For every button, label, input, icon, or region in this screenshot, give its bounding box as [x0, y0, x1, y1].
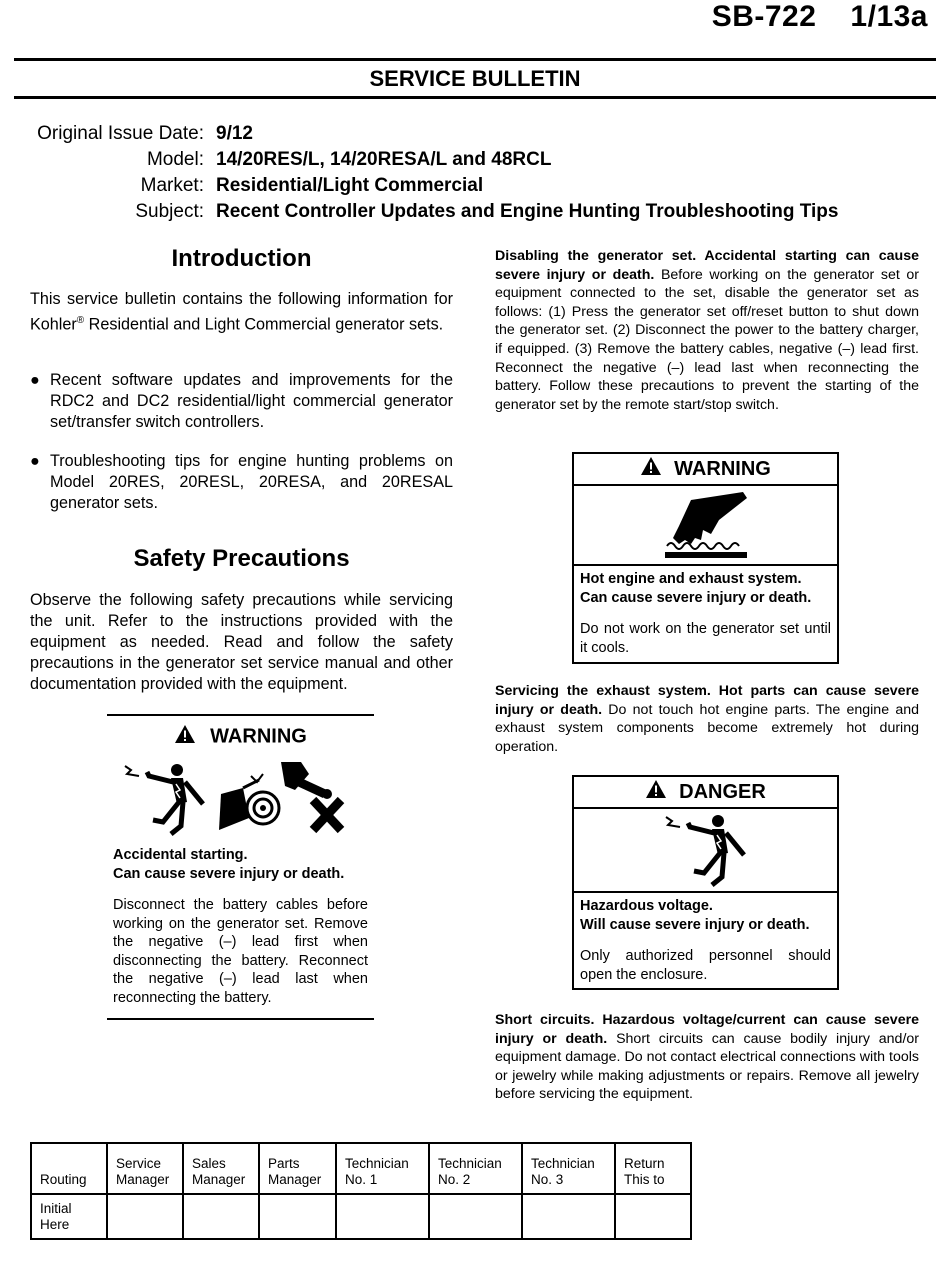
- initial-box[interactable]: [429, 1194, 522, 1239]
- routing-header-cell: [259, 1143, 336, 1194]
- warning-label: WARNING: [674, 458, 771, 480]
- routing-header-cell: [429, 1143, 522, 1194]
- hazard-pictogram: [574, 486, 837, 566]
- routing-header-text: Parts: [268, 1156, 300, 1171]
- table-row: [31, 1143, 691, 1194]
- bullet-text: Troubleshooting tips for engine hunting problems on Model 20RES, 20RESL, 20RESA, and 20RESAL generator sets.: [50, 452, 453, 512]
- initial-box[interactable]: [259, 1194, 336, 1239]
- hazard-line: Hazardous voltage.: [580, 898, 713, 914]
- warning-triangle-icon: [640, 455, 662, 485]
- meta-row-subject: [0, 199, 940, 225]
- hot-surface-icon: [661, 490, 751, 560]
- routing-header-cell: [522, 1143, 615, 1194]
- routing-header-text: No. 2: [438, 1172, 471, 1187]
- warning-instruction: Disconnect the battery cables before working on the generator set. Remove the negative (–) lead first when disconnecting the battery. Reconnect the negative (–) lead last when reconnecting the battery.: [113, 897, 368, 1006]
- bulletin-number: SB-722: [711, 0, 817, 33]
- routing-header-text: Return: [624, 1156, 665, 1171]
- paragraph-text: Before working on the generator set or equipment connected to the set, disable the generator set as follows: (1) Press the generator set off/reset button to shut down the generator set. (2) Disconnect the power to the battery charger, if equipped. (3) Remove the battery cables, negative (–) lead first. Reconnect the negative (–) lead last when reconnecting the battery. Follow these precautions to prevent the starting of the generator set by the remote start/stop switch.: [495, 266, 919, 413]
- safety-paragraph: Observe the following safety precautions while servicing the unit. Refer to the instructions provided with the equipment as needed. Read and follow the safety precautions in the generator set service manual and other documentation provided with the equipment.: [30, 591, 453, 693]
- initial-box[interactable]: [107, 1194, 183, 1239]
- introduction-paragraph: [30, 289, 453, 335]
- warning-header: [574, 454, 837, 486]
- hazard-line: Hot engine and exhaust system.: [580, 571, 802, 587]
- table-row: [31, 1194, 691, 1239]
- electric-shock-icon: [123, 762, 207, 836]
- routing-header-cell: [615, 1143, 691, 1194]
- accidental-starting-warning: [107, 714, 374, 1020]
- meta-value: Residential/Light Commercial: [216, 175, 484, 196]
- hazard-statement: [113, 846, 368, 884]
- bullet-text: Recent software updates and improvements for the RDC2 and DC2 residential/light commercial generator set/transfer switch controllers.: [50, 371, 453, 431]
- meta-row-date: [0, 121, 940, 147]
- bulletin-meta: [0, 121, 940, 225]
- initial-box[interactable]: [615, 1194, 691, 1239]
- paragraph-lead: Disabling the generator set. Accidental starting can cause severe injury or death.: [495, 248, 919, 283]
- bulletin-revision: 1/13a: [850, 0, 928, 33]
- bulletin-code-header: [712, 0, 928, 34]
- paragraph-text: Short circuits can cause bodily injury and/or equipment damage. Do not contact electrical connections with tools or jewelry while making adjustments or repairs. Remove all jewelry before servicing the equipment.: [495, 1030, 920, 1103]
- warning-header: [107, 724, 374, 750]
- meta-value: Recent Controller Updates and Engine Hunting Troubleshooting Tips: [216, 201, 839, 222]
- registered-mark: ®: [76, 315, 85, 326]
- warning-rule: [107, 1018, 374, 1020]
- meta-value: 14/20RES/L, 14/20RESA/L and 48RCL: [216, 149, 552, 170]
- introduction-heading: Introduction: [171, 245, 312, 272]
- disabling-paragraph: [495, 247, 919, 414]
- row-label-text: Here: [40, 1217, 70, 1232]
- danger-header: [574, 777, 837, 809]
- warning-instruction: Do not work on the generator set until it cools.: [580, 621, 831, 656]
- bullet-icon: ●: [30, 371, 40, 389]
- intro-text-b: Residential and Light Commercial generator sets.: [84, 315, 444, 334]
- hot-engine-warning-box: [572, 452, 839, 664]
- routing-header-cell: [107, 1143, 183, 1194]
- hazard-line: Accidental starting.: [113, 847, 248, 863]
- initial-here-cell: [31, 1194, 107, 1239]
- bullet-icon: ●: [30, 452, 40, 470]
- meta-label: Model:: [146, 149, 204, 170]
- routing-header-cell: [336, 1143, 429, 1194]
- routing-header-text: Technician: [531, 1156, 595, 1171]
- exhaust-paragraph: [495, 682, 919, 756]
- meta-row-market: [0, 173, 940, 199]
- warning-triangle-icon: [174, 724, 196, 750]
- routing-header-text: Service: [116, 1156, 162, 1171]
- hazard-pictograms: [107, 760, 374, 838]
- meta-label: Subject:: [135, 201, 204, 222]
- routing-header-text: This to: [624, 1172, 665, 1187]
- hazardous-voltage-danger-box: [572, 775, 839, 990]
- hazard-line: Will cause severe injury or death.: [580, 917, 810, 933]
- routing-header-text: Manager: [192, 1172, 246, 1187]
- routing-header-text: Technician: [345, 1156, 409, 1171]
- initial-box[interactable]: [183, 1194, 259, 1239]
- routing-header-text: No. 1: [345, 1172, 378, 1187]
- routing-header-cell: [183, 1143, 259, 1194]
- routing-header-text: Manager: [268, 1172, 322, 1187]
- initial-box[interactable]: [336, 1194, 429, 1239]
- short-circuits-paragraph: [495, 1011, 919, 1104]
- meta-label: Market:: [140, 175, 204, 196]
- hazard-line: Can cause severe injury or death.: [580, 590, 812, 606]
- moving-parts-icon: [215, 772, 281, 834]
- list-item: [30, 451, 453, 514]
- bulletin-title: SERVICE BULLETIN: [369, 66, 581, 91]
- danger-label: DANGER: [679, 781, 766, 803]
- routing-header-text: Manager: [116, 1172, 170, 1187]
- paragraph-lead: Short circuits. Hazardous voltage/current can cause severe injury or death.: [495, 1012, 919, 1047]
- meta-row-model: [0, 147, 940, 173]
- routing-header-text: Sales: [192, 1156, 226, 1171]
- paragraph-lead: Servicing the exhaust system. Hot parts can cause severe injury or death.: [495, 683, 919, 718]
- paragraph-text: Do not touch hot engine parts. The engine and exhaust system components become extremely hot during operation.: [495, 701, 919, 755]
- electric-shock-icon: [664, 813, 748, 887]
- safety-heading: Safety Precautions: [133, 545, 350, 572]
- row-label-text: Initial: [40, 1201, 72, 1216]
- warning-triangle-icon: [645, 778, 667, 808]
- intro-text-a: This service bulletin contains the following information for Kohler: [30, 290, 453, 334]
- routing-header-text: No. 3: [531, 1172, 564, 1187]
- no-access-icon: [279, 760, 359, 836]
- warning-rule: [107, 714, 374, 716]
- danger-instruction: Only authorized personnel should open the enclosure.: [580, 948, 831, 983]
- routing-header-text: Technician: [438, 1156, 502, 1171]
- meta-value: 9/12: [216, 123, 253, 144]
- routing-table: [30, 1142, 692, 1240]
- routing-header-text: Routing: [40, 1172, 87, 1187]
- header-rule-bottom: [14, 96, 936, 99]
- warning-label: WARNING: [210, 725, 307, 748]
- meta-label: Original Issue Date:: [37, 123, 204, 144]
- header-rule-top: [14, 58, 936, 61]
- hazard-line: Can cause severe injury or death.: [113, 866, 345, 882]
- hazard-statement: [580, 897, 831, 935]
- hazard-pictogram: [574, 809, 837, 893]
- routing-header-cell: [31, 1143, 107, 1194]
- hazard-statement: [580, 570, 831, 608]
- initial-box[interactable]: [522, 1194, 615, 1239]
- list-item: [30, 370, 453, 433]
